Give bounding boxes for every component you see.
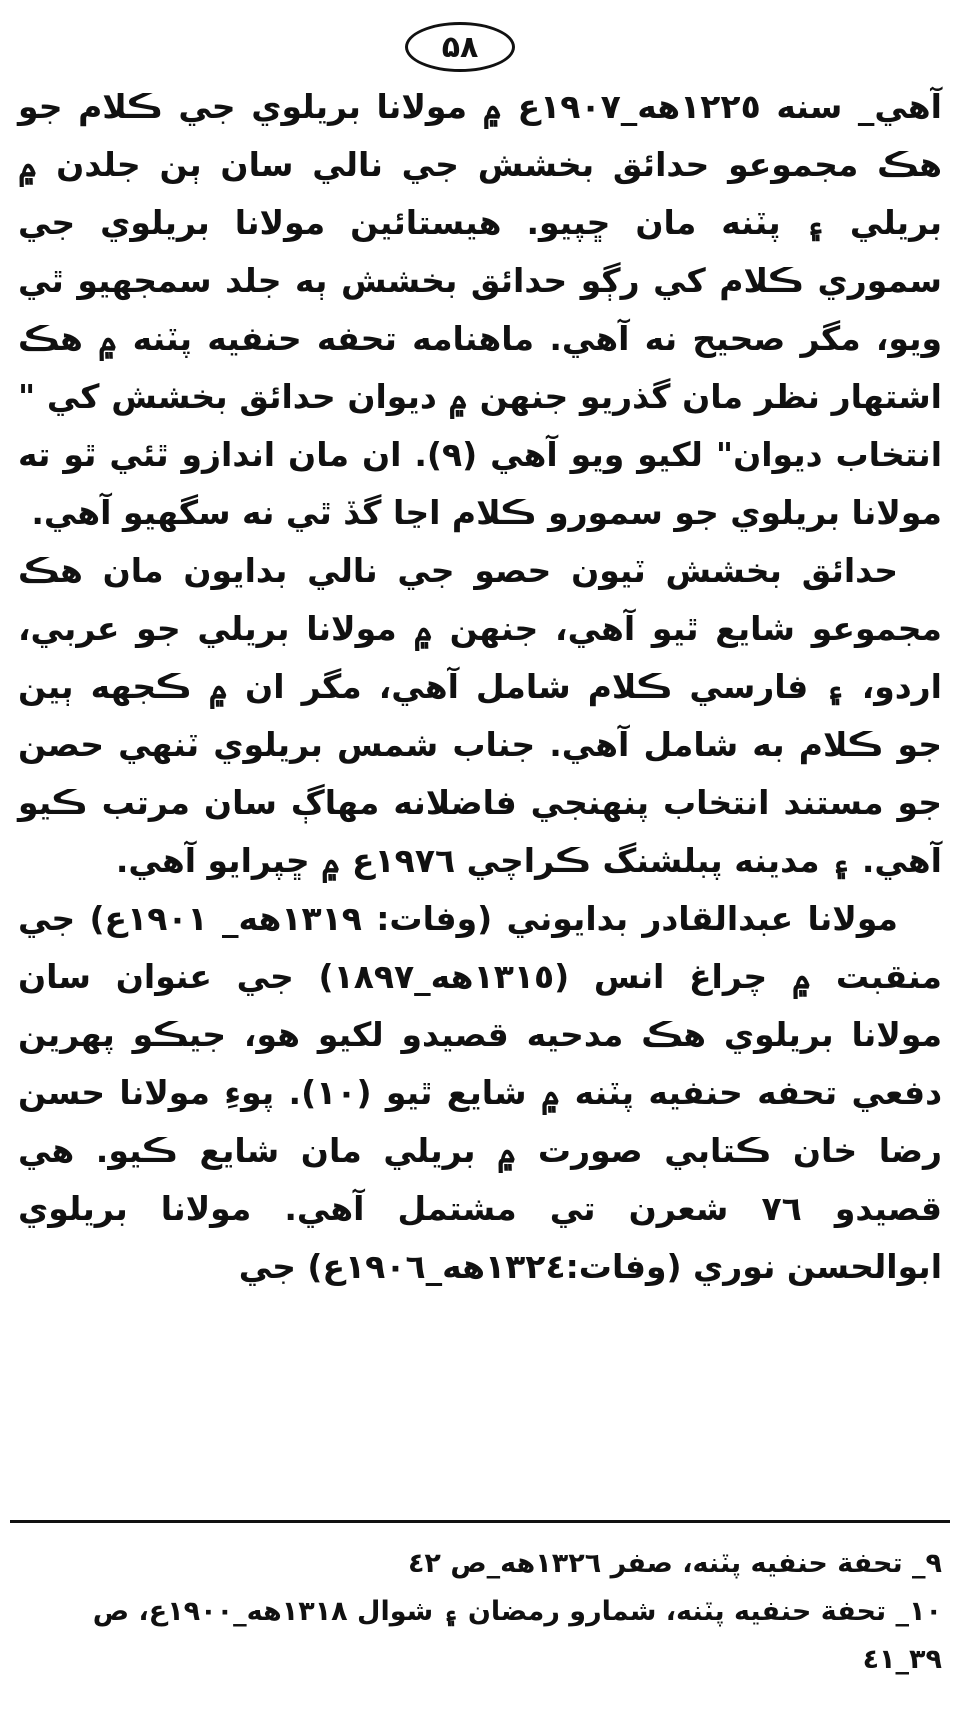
- paragraph-2: حدائق بخشش ٽيون حصو جي نالي بدايون مان هڪ مجموعو شايع ٿيو آهي، جنهن ۾ مولانا بريلي جو عربي، اردو، ۽ فارسي ڪلام شامل آهي، مگر ان ۾ ڪجهه ٻين جو ڪلام به شامل آهي. جناب شمس بريلوي ٽنهي حصن جو مستند انتخاب پنهنجي فاضلانه مهاڳ سان مرتب ڪيو آهي. ۽ مدينه پبلشنگ ڪراچي ١٩٧٦ع ۾ ڇپرايو آهي.: [18, 551, 942, 880]
- footnotes: [18, 1540, 942, 1684]
- footnote-divider: [10, 1520, 950, 1523]
- paragraph-1: آهي_ سنه ١٢٢٥هه_١٩٠٧ع ۾ مولانا بريلوي جي ڪلام جو هڪ مجموعو حدائق بخشش جي نالي سان ٻن جلدن ۾ بريلي ۽ پٽنه مان ڇپيو. هيستائين مولانا بريلوي جي سموري ڪلام کي رڳو حدائق بخشش ٻه جلد سمجهيو ٿي ويو، مگر صحيح نه آهي. ماهنامه تحفه حنفيه پٽنه ۾ هڪ اشتهار نظر مان گذريو جنهن ۾ ديوان حدائق بخشش کي " انتخاب ديوان" لکيو ويو آهي (٩). ان مان اندازو ٿئي ٿو ته مولانا بريلوي جو سمورو ڪلام اڃا گڏ ٿي نه سگهيو آهي.: [18, 87, 942, 532]
- paragraph-3: مولانا عبدالقادر بدايوني (وفات: ١٣١٩هه_ ١٩٠١ع) جي منقبت ۾ چراغ انس (١٣١٥هه_١٨٩٧) جي عنوان سان مولانا بريلوي هڪ مدحيه قصيدو لکيو هو، جيڪو پهرين دفعي تحفه حنفيه پٽنه ۾ شايع ٿيو (١٠). پوءِ مولانا حسن رضا خان ڪتابي صورت ۾ بريلي مان شايع ڪيو. هي قصيدو ٧٦ شعرن تي مشتمل آهي. مولانا بريلوي ابوالحسن نوري (وفات:١٣٢٤هه_١٩٠٦ع) جي: [18, 899, 943, 1286]
- footnote-9: ٩_ تحفة حنفيه پٽنه، صفر ١٣٢٦هه_ص ٤٢: [407, 1548, 942, 1579]
- page-number: ۵۸: [405, 22, 515, 72]
- footnote-10: ١٠_ تحفة حنفيه پٽنه، شمارو رمضان ۽ شوال ١٣١٨هه_١٩٠٠ع، ص ٣٩_٤١: [92, 1596, 942, 1675]
- body-text: [18, 78, 942, 1296]
